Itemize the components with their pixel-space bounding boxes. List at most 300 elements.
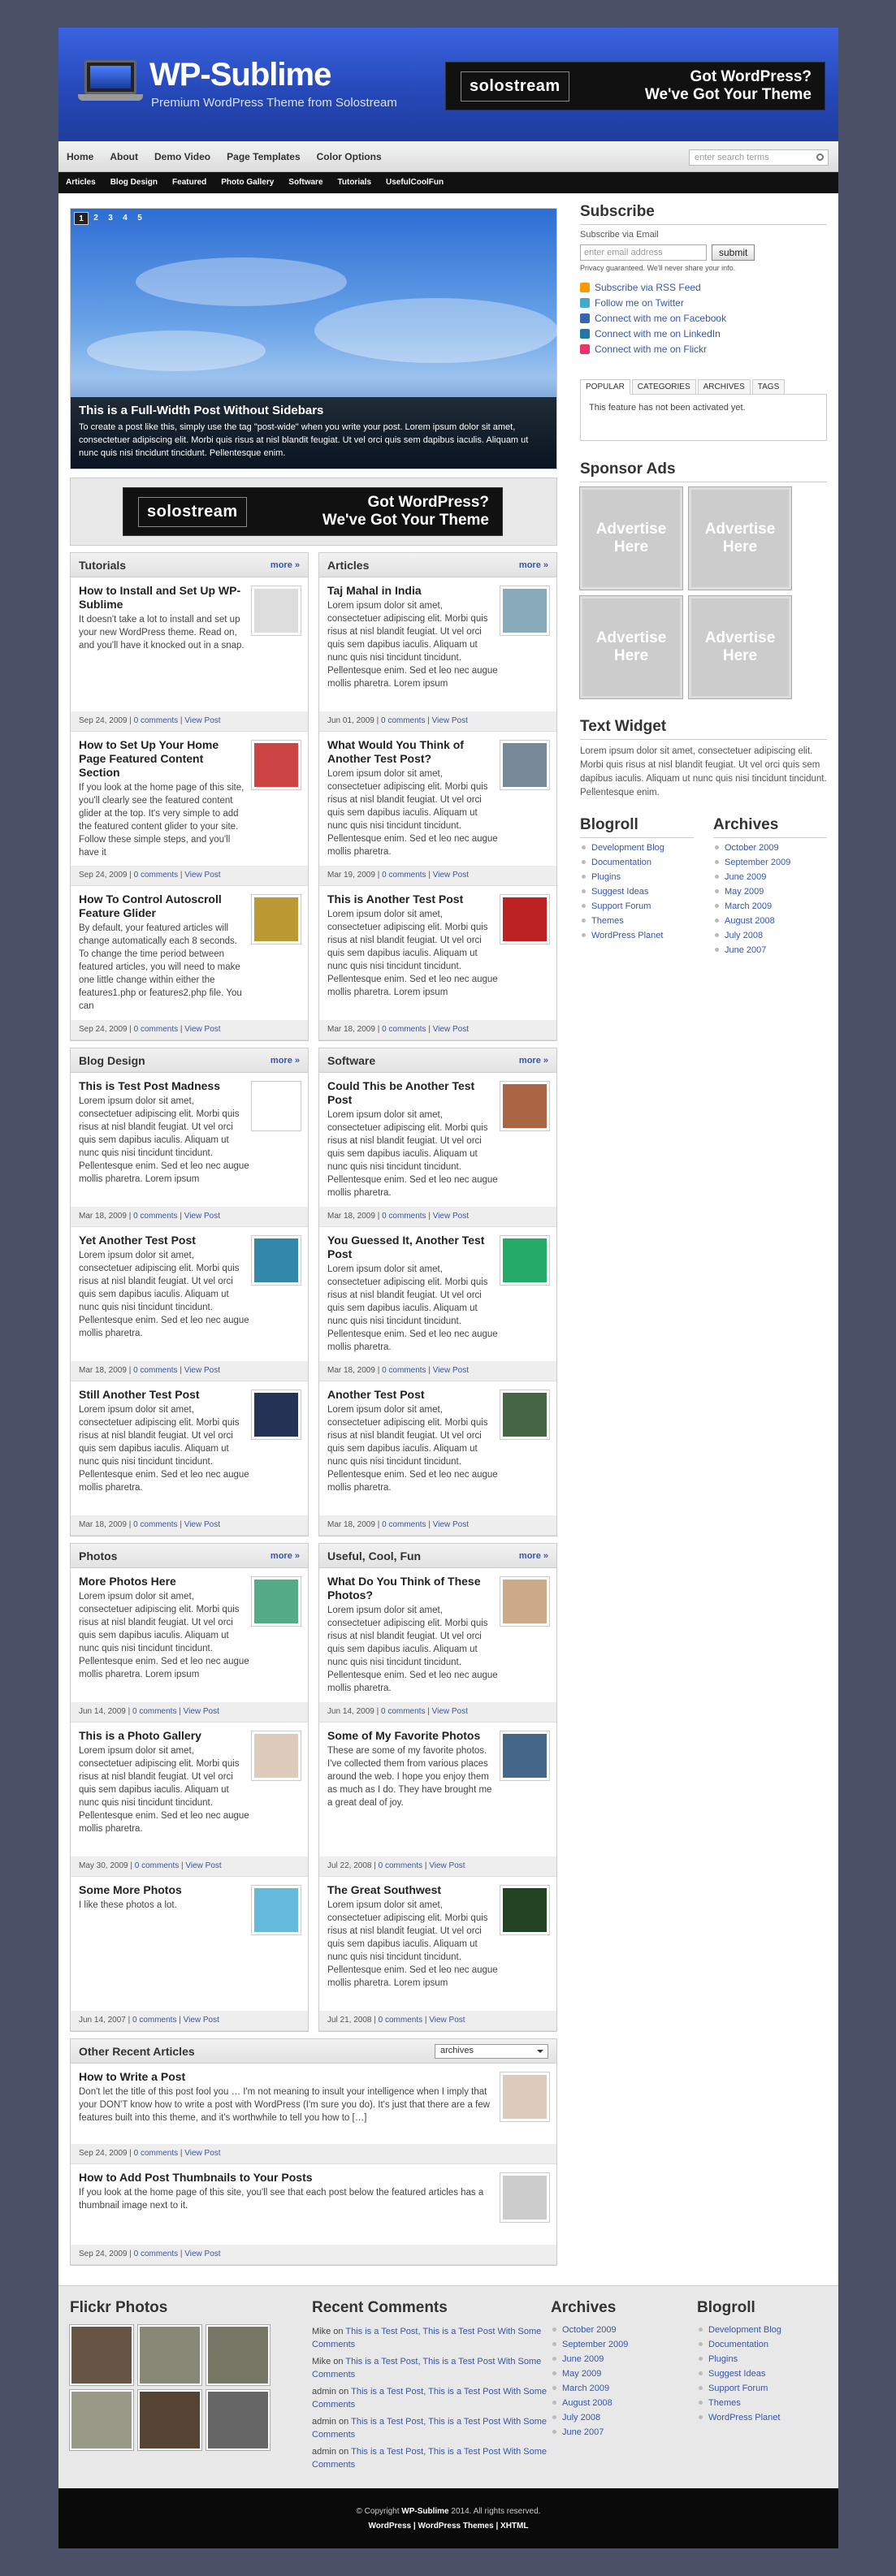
sponsor-title: Sponsor Ads — [580, 460, 827, 482]
flickr-photo[interactable] — [206, 2325, 270, 2385]
post-item — [71, 2164, 556, 2265]
post-item — [71, 577, 308, 732]
social-link[interactable] — [580, 282, 827, 293]
category-box-title[interactable]: Tutorials — [79, 558, 127, 572]
post-date: Jun 14, 2009 — [79, 1707, 126, 1716]
list-link[interactable]: October 2009 — [713, 843, 827, 853]
comments-link[interactable]: 0 comments — [133, 1025, 179, 1034]
post-excerpt: Lorem ipsum dolor sit amet, consectetuer adipiscing elit. Morbi quis risus at nisl blandit feugiat. Ut vel orci quis sem dapibus iaculis. Aliquam ut nunc quis nisi tincidunt tincidunt. Pellentesque enim. Sed et leo nec augue mollis pharetra. Lorem ipsum — [79, 1592, 249, 1679]
post-item — [71, 1877, 308, 2031]
post-meta: May 30, 2009 | 0 comments | View Post — [71, 1856, 308, 1876]
view-post-link[interactable]: View Post — [184, 1212, 221, 1221]
category-box-title[interactable]: Articles — [327, 558, 370, 572]
other-recent-articles — [70, 2038, 557, 2266]
view-post-link[interactable]: View Post — [183, 1707, 219, 1716]
category-box-title[interactable]: Blog Design — [79, 1053, 145, 1067]
comment-author: admin — [312, 2417, 336, 2427]
post-date: Mar 18, 2009 — [79, 1520, 127, 1529]
post-date: Mar 18, 2009 — [79, 1366, 127, 1375]
post-title[interactable]: How to Write a Post — [79, 2070, 186, 2083]
post-meta: Mar 18, 2009 | 0 comments | View Post — [71, 1207, 308, 1226]
category-box — [70, 552, 309, 1041]
view-post-link[interactable]: View Post — [183, 2016, 219, 2025]
nav-item-page-templates[interactable]: Page Templates — [227, 151, 301, 162]
post-excerpt: Lorem ipsum dolor sit amet, consectetuer adipiscing elit. Morbi quis risus at nisl blandit feugiat. Ut vel orci quis sem dapibus iaculis. Aliquam ut nunc quis nisi tincidunt tincidunt. Pellentesque enim. Sed et leo nec augue mollis pharetra. — [79, 1405, 249, 1493]
search-input[interactable] — [689, 149, 829, 166]
post-meta: Jun 14, 2007 | 0 comments | View Post — [71, 2011, 308, 2030]
header-ad-banner[interactable] — [445, 62, 825, 110]
more-link[interactable]: more » — [270, 560, 300, 570]
post-title[interactable]: Some of My Favorite Photos — [327, 1729, 481, 1742]
list-link[interactable]: Suggest Ideas — [580, 887, 694, 897]
post-excerpt: By default, your featured articles will change automatically each 8 seconds. To change the time period between featured articles, you will need to make one little change within either the features1.php or features2.php file. You can — [79, 923, 242, 1011]
post-thumbnail[interactable] — [251, 740, 301, 790]
comments-link[interactable]: 0 comments — [133, 1212, 178, 1221]
footer-link[interactable]: WordPress — [368, 2522, 412, 2531]
post-excerpt: Lorem ipsum dolor sit amet, consectetuer adipiscing elit. Morbi quis risus at nisl blandit feugiat. Ut vel orci quis sem dapibus iaculis. Aliquam ut nunc quis nisi tincidunt tincidunt. Pellentesque enim. Sed et leo nec augue mollis pharetra. Lorem ipsum — [327, 601, 498, 689]
flickr-photo[interactable] — [206, 2390, 270, 2450]
flickr-photo[interactable] — [70, 2390, 133, 2450]
tab-categories[interactable]: CATEGORIES — [632, 379, 696, 395]
post-thumbnail[interactable] — [500, 740, 550, 790]
comment-post-link[interactable]: This is a Test Post, This is a Test Post With Some Comments — [312, 2357, 542, 2379]
post-title[interactable]: The Great Southwest — [327, 1883, 442, 1896]
category-box-head — [319, 1544, 556, 1568]
category-nav-item[interactable]: Blog Design — [110, 178, 158, 187]
comment-on: on — [339, 2447, 349, 2457]
comments-link[interactable]: 0 comments — [382, 1212, 426, 1221]
post-date: Jul 21, 2008 — [327, 2016, 372, 2025]
view-post-link[interactable]: View Post — [184, 1366, 221, 1375]
category-box — [318, 552, 557, 1041]
post-title[interactable]: How to Add Post Thumbnails to Your Posts — [79, 2171, 313, 2184]
more-link[interactable]: more » — [270, 1550, 300, 1561]
footer-archives-title: Archives — [551, 2299, 617, 2316]
comments-link[interactable]: 0 comments — [132, 2016, 177, 2025]
post-excerpt: Lorem ipsum dolor sit amet, consectetuer adipiscing elit. Morbi quis risus at nisl blandit feugiat. Ut vel orci quis sem dapibus iaculis. Aliquam ut nunc quis nisi tincidunt tincidunt. Pellentesque enim. Sed et leo nec augue mollis pharetra. — [327, 1264, 498, 1352]
nav-item-about[interactable]: About — [110, 151, 138, 162]
post-item — [71, 1568, 308, 1722]
post-date: Sep 24, 2009 — [79, 2250, 128, 2258]
post-thumbnail[interactable] — [500, 894, 550, 944]
comment-author: admin — [312, 2387, 336, 2397]
category-nav-item[interactable]: Tutorials — [337, 178, 371, 187]
list-link[interactable]: July 2008 — [713, 931, 827, 940]
nav-item-home[interactable]: Home — [67, 151, 94, 162]
content-ad-area — [70, 478, 557, 546]
footer-link[interactable]: XHTML — [500, 2522, 529, 2531]
post-meta: Mar 18, 2009 | 0 comments | View Post — [319, 1515, 556, 1535]
tab-tags[interactable]: TAGS — [752, 379, 785, 395]
post-item — [71, 1722, 308, 1877]
list-link[interactable]: June 2009 — [713, 872, 827, 882]
linkedin-icon — [580, 329, 590, 339]
subscribe-title: Subscribe — [580, 203, 827, 225]
post-excerpt: Lorem ipsum dolor sit amet, consectetuer adipiscing elit. Morbi quis risus at nisl blandit feugiat. Ut vel orci quis sem dapibus iaculis. Aliquam ut nunc quis nisi tincidunt tincidunt. Pellentesque enim. Sed et leo nec augue mollis pharetra. — [79, 1746, 249, 1834]
recent-comment — [312, 2415, 548, 2441]
list-link[interactable]: August 2008 — [713, 916, 827, 926]
post-title[interactable]: This is Test Post Madness — [79, 1079, 221, 1092]
banner-line1: Got WordPress? — [367, 494, 489, 511]
view-post-link[interactable]: View Post — [184, 2149, 221, 2158]
category-nav — [58, 172, 838, 193]
view-post-link[interactable]: View Post — [184, 871, 221, 880]
post-thumbnail[interactable] — [251, 586, 301, 636]
post-meta: Mar 18, 2009 | 0 comments | View Post — [71, 1515, 308, 1535]
social-link[interactable] — [580, 344, 827, 355]
post-title[interactable]: What Would You Think of Another Test Post? — [327, 738, 464, 765]
list-link[interactable]: March 2009 — [551, 2384, 681, 2393]
comments-link[interactable]: 0 comments — [133, 716, 179, 725]
post-meta: Sep 24, 2009 | 0 comments | View Post — [71, 2245, 556, 2264]
post-date: Mar 18, 2009 — [327, 1366, 375, 1375]
social-link[interactable] — [580, 313, 827, 324]
view-post-link[interactable]: View Post — [429, 2016, 465, 2025]
post-thumbnail[interactable] — [251, 1885, 301, 1935]
comments-link[interactable]: 0 comments — [382, 1520, 426, 1529]
post-item — [319, 1381, 556, 1536]
email-field[interactable]: enter email address — [580, 244, 707, 261]
post-item — [71, 1381, 308, 1536]
sponsor-ad-slot[interactable]: Advertise Here — [580, 596, 682, 698]
post-thumbnail[interactable] — [500, 586, 550, 636]
view-post-link[interactable]: View Post — [184, 716, 221, 725]
post-excerpt: Lorem ipsum dolor sit amet, consectetuer adipiscing elit. Morbi quis risus at nisl blandit feugiat. Ut vel orci quis sem dapibus iaculis. Aliquam ut nunc quis nisi tincidunt tincidunt. Pellentesque enim. Sed et leo nec augue mollis pharetra. — [79, 1251, 249, 1338]
social-link[interactable] — [580, 297, 827, 309]
archives-title: Archives — [713, 816, 827, 838]
list-link[interactable]: May 2009 — [551, 2369, 681, 2379]
social-link-label[interactable]: Connect with me on Flickr — [595, 344, 708, 355]
post-title[interactable]: Another Test Post — [327, 1388, 425, 1401]
more-link[interactable]: more » — [518, 560, 548, 570]
slider-page-2[interactable]: 2 — [93, 214, 98, 223]
category-nav-item[interactable]: UsefulCoolFun — [386, 178, 444, 187]
post-date: Sep 24, 2009 — [79, 716, 128, 725]
list-link[interactable]: October 2009 — [551, 2325, 681, 2335]
comments-link[interactable]: 0 comments — [133, 2149, 179, 2158]
post-thumbnail[interactable] — [500, 1885, 550, 1935]
post-title[interactable]: How to Set Up Your Home Page Featured Content Section — [79, 738, 219, 779]
category-nav-item[interactable]: Featured — [172, 178, 207, 187]
list-link[interactable]: Development Blog — [697, 2325, 827, 2335]
site-title[interactable]: WP-Sublime — [149, 57, 331, 93]
category-box — [70, 1048, 309, 1537]
post-thumbnail[interactable] — [500, 2072, 550, 2122]
post-item — [71, 886, 308, 1040]
recent-head — [71, 2039, 556, 2064]
view-post-link[interactable]: View Post — [185, 1861, 222, 1870]
post-date: Mar 18, 2009 — [327, 1212, 375, 1221]
more-link[interactable]: more » — [270, 1055, 300, 1065]
category-nav-item[interactable]: Software — [288, 178, 323, 187]
post-excerpt: Lorem ipsum dolor sit amet, consectetuer adipiscing elit. Morbi quis risus at nisl blandit feugiat. Ut vel orci quis sem dapibus iaculis. Aliquam ut nunc quis nisi tincidunt tincidunt. Pellentesque enim. Sed et leo nec augue mollis pharetra. Lorem ipsum — [327, 910, 498, 997]
post-meta: Jun 14, 2009 | 0 comments | View Post — [319, 1702, 556, 1722]
comment-on: on — [339, 2387, 349, 2397]
banner-line1: Got WordPress? — [690, 68, 812, 85]
view-post-link[interactable]: View Post — [432, 1212, 470, 1221]
list-link[interactable]: June 2009 — [551, 2354, 681, 2364]
list-link[interactable]: September 2009 — [713, 858, 827, 867]
post-title[interactable]: Taj Mahal in India — [327, 584, 422, 597]
search-icon[interactable] — [816, 153, 824, 161]
list-link[interactable]: Plugins — [697, 2354, 827, 2364]
text-widget-body: Lorem ipsum dolor sit amet, consectetuer adipiscing elit. Morbi quis risus at nisl blandit feugiat. Ut vel orci quis sem dapibus iaculis. Aliquam ut nunc quis nisi tincidunt tincidunt. Pellentesque enim. — [580, 746, 827, 797]
recent-comment — [312, 2325, 548, 2351]
view-post-link[interactable]: View Post — [432, 871, 470, 880]
flickr-photo[interactable] — [138, 2390, 201, 2450]
view-post-link[interactable]: View Post — [184, 1520, 221, 1529]
slider-pager — [74, 212, 147, 225]
comments-link[interactable]: 0 comments — [133, 1520, 178, 1529]
post-title[interactable]: Some More Photos — [79, 1883, 182, 1896]
post-item — [319, 1227, 556, 1381]
list-link[interactable]: Support Forum — [697, 2384, 827, 2393]
comments-link[interactable]: 0 comments — [133, 871, 179, 880]
category-nav-item[interactable]: Articles — [66, 178, 96, 187]
banner-line2: We've Got Your Theme — [644, 86, 812, 103]
list-link[interactable]: August 2008 — [551, 2398, 681, 2408]
comments-link[interactable]: 0 comments — [382, 1366, 426, 1375]
post-thumbnail[interactable] — [500, 1235, 550, 1286]
post-meta: Sep 24, 2009 | 0 comments | View Post — [71, 2144, 556, 2163]
post-excerpt: It doesn't take a lot to install and set up your new WordPress theme. Read on, and you'll have it knocked out in a snap. — [79, 615, 245, 650]
post-thumbnail[interactable] — [500, 1081, 550, 1131]
post-item — [71, 2064, 556, 2164]
post-meta: Sep 24, 2009 | 0 comments | View Post — [71, 866, 308, 885]
nav-item-demo-video[interactable]: Demo Video — [154, 151, 211, 162]
category-box-head — [319, 1048, 556, 1073]
flickr-title: Flickr Photos — [70, 2299, 168, 2316]
social-link-label[interactable]: Subscribe via RSS Feed — [595, 282, 701, 293]
comments-link[interactable]: 0 comments — [380, 716, 426, 725]
post-meta: Sep 24, 2009 | 0 comments | View Post — [71, 711, 308, 731]
sponsor-ad-slot[interactable]: Advertise Here — [689, 596, 791, 698]
post-title[interactable]: Could This be Another Test Post — [327, 1079, 475, 1106]
sponsor-ad-slot[interactable]: Advertise Here — [580, 487, 682, 590]
post-thumbnail[interactable] — [251, 1731, 301, 1781]
social-link[interactable] — [580, 328, 827, 339]
blogroll-title: Blogroll — [580, 816, 694, 838]
post-meta: Mar 18, 2009 | 0 comments | View Post — [319, 1361, 556, 1381]
copyright-pre: © Copyright — [356, 2507, 400, 2516]
laptop-icon — [78, 60, 143, 102]
post-meta: Jun 14, 2009 | 0 comments | View Post — [71, 1702, 308, 1722]
comment-author: Mike — [312, 2357, 331, 2366]
post-excerpt: These are some of my favorite photos. I've collected them from various places around the web. I hope you enjoy them as much as I do. They have brought me a great deal of joy. — [327, 1746, 492, 1808]
archives-select[interactable]: archives — [435, 2044, 548, 2059]
post-thumbnail[interactable] — [500, 1731, 550, 1781]
post-thumbnail[interactable] — [251, 894, 301, 944]
post-title[interactable]: You Guessed It, Another Test Post — [327, 1234, 485, 1260]
recent-title: Other Recent Articles — [79, 2044, 195, 2058]
post-title[interactable]: This is Another Test Post — [327, 893, 464, 905]
list-link[interactable]: May 2009 — [713, 887, 827, 897]
slider-page-5[interactable]: 5 — [137, 214, 142, 223]
nav-item-color-options[interactable]: Color Options — [316, 151, 382, 162]
post-date: Sep 24, 2009 — [79, 871, 128, 880]
list-link[interactable]: Suggest Ideas — [697, 2369, 827, 2379]
submit-button[interactable]: submit — [712, 244, 755, 261]
post-date: Sep 24, 2009 — [79, 1025, 128, 1034]
comments-link[interactable]: 0 comments — [380, 1707, 426, 1716]
tab-archives[interactable]: ARCHIVES — [698, 379, 751, 395]
post-title[interactable]: Still Another Test Post — [79, 1388, 200, 1401]
post-meta: Jul 22, 2008 | 0 comments | View Post — [319, 1856, 556, 1876]
list-link[interactable]: Documentation — [697, 2340, 827, 2349]
site-tagline: Premium WordPress Theme from Solostream — [151, 96, 397, 110]
twitter-icon — [580, 298, 590, 308]
header — [58, 28, 838, 141]
post-title[interactable]: Yet Another Test Post — [79, 1234, 196, 1247]
post-title[interactable]: How to Install and Set Up WP-Sublime — [79, 584, 241, 611]
view-post-link[interactable]: View Post — [432, 1025, 470, 1034]
post-item — [319, 1722, 556, 1877]
recent-comments-title: Recent Comments — [312, 2299, 448, 2316]
featured-slider[interactable] — [70, 208, 557, 469]
view-post-link[interactable]: View Post — [429, 1861, 465, 1870]
comments-link[interactable]: 0 comments — [382, 871, 426, 880]
post-item — [71, 1227, 308, 1381]
category-box-title[interactable]: Software — [327, 1053, 376, 1067]
list-link[interactable]: Support Forum — [580, 901, 694, 911]
footer-link[interactable]: WordPress Themes — [418, 2522, 494, 2531]
category-box-title[interactable]: Photos — [79, 1549, 118, 1562]
category-box-head — [71, 1048, 308, 1073]
post-meta: Mar 18, 2009 | 0 comments | View Post — [319, 1207, 556, 1226]
post-date: Jun 01, 2009 — [327, 716, 374, 725]
comment-post-link[interactable]: This is a Test Post, This is a Test Post With Some Comments — [312, 2447, 548, 2470]
slider-page-3[interactable]: 3 — [108, 214, 113, 223]
post-date: Jul 22, 2008 — [327, 1861, 372, 1870]
post-thumbnail[interactable] — [251, 1081, 301, 1131]
flickr-icon — [580, 344, 590, 354]
post-date: May 30, 2009 — [79, 1861, 128, 1870]
comment-author: Mike — [312, 2327, 331, 2336]
post-thumbnail[interactable] — [251, 1576, 301, 1627]
list-link[interactable]: WordPress Planet — [697, 2413, 827, 2423]
sponsor-ads — [580, 487, 827, 698]
recent-comment — [312, 2445, 548, 2471]
post-item — [319, 732, 556, 886]
view-post-link[interactable]: View Post — [184, 2250, 221, 2258]
post-thumbnail[interactable] — [500, 1576, 550, 1627]
slider-caption — [71, 397, 556, 469]
more-link[interactable]: more » — [518, 1055, 548, 1065]
sponsor-ad-slot[interactable]: Advertise Here — [689, 487, 791, 590]
comments-link[interactable]: 0 comments — [133, 1366, 178, 1375]
post-meta: Sep 24, 2009 | 0 comments | View Post — [71, 1020, 308, 1039]
post-meta: Jun 01, 2009 | 0 comments | View Post — [319, 711, 556, 731]
view-post-link[interactable]: View Post — [432, 1520, 470, 1529]
list-link[interactable]: June 2007 — [713, 945, 827, 955]
post-title[interactable]: How To Control Autoscroll Feature Glider — [79, 893, 222, 919]
post-title[interactable]: This is a Photo Gallery — [79, 1729, 201, 1742]
slider-page-1[interactable]: 1 — [74, 212, 89, 225]
footer-blogroll-title: Blogroll — [697, 2299, 755, 2316]
list-link[interactable]: July 2008 — [551, 2413, 681, 2423]
post-thumbnail[interactable] — [500, 2172, 550, 2223]
slider-text: To create a post like this, simply use the tag "post-wide" when you write your post. Lorem ipsum dolor sit amet, consectetuer adipiscing elit. Morbi quis risus at nisl blandit feugiat. Ut vel orci quis sem dapibus iaculis. Aliquam ut nunc quis nisi tincidunt tincidunt. Pellentesque enim. — [79, 422, 529, 458]
comments-link[interactable]: 0 comments — [132, 1707, 177, 1716]
tab-content: This feature has not been activated yet. — [580, 394, 827, 441]
search-placeholder: enter search terms — [695, 153, 769, 162]
banner-logo: solostream — [138, 497, 247, 527]
category-box-head — [319, 553, 556, 577]
comment-post-link[interactable]: This is a Test Post, This is a Test Post With Some Comments — [312, 2327, 542, 2349]
list-link[interactable]: WordPress Planet — [580, 931, 694, 940]
post-date: Jun 14, 2009 — [327, 1707, 374, 1716]
post-thumbnail[interactable] — [251, 1235, 301, 1286]
category-box — [70, 1543, 309, 2032]
flickr-grid — [70, 2325, 297, 2450]
slider-page-4[interactable]: 4 — [123, 214, 128, 223]
post-title[interactable]: More Photos Here — [79, 1575, 176, 1588]
list-link[interactable]: Themes — [697, 2398, 827, 2408]
social-link-label[interactable]: Follow me on Twitter — [595, 297, 684, 309]
post-date: Mar 19, 2009 — [327, 871, 375, 880]
comments-link[interactable]: 0 comments — [134, 1861, 180, 1870]
post-meta: Jul 21, 2008 | 0 comments | View Post — [319, 2011, 556, 2030]
comment-post-link[interactable]: This is a Test Post, This is a Test Post With Some Comments — [312, 2387, 548, 2410]
view-post-link[interactable]: View Post — [431, 1707, 468, 1716]
copyright-name: WP-Sublime — [401, 2507, 449, 2516]
post-title[interactable]: What Do You Think of These Photos? — [327, 1575, 481, 1601]
post-excerpt: If you look at the home page of this site, you'll see that each post below the featured articles has a thumbnail image next to it. — [79, 2188, 484, 2211]
content-ad-banner[interactable] — [123, 487, 503, 536]
comments-link[interactable]: 0 comments — [382, 1025, 426, 1034]
list-link[interactable]: September 2009 — [551, 2340, 681, 2349]
view-post-link[interactable]: View Post — [432, 1366, 470, 1375]
comments-link[interactable]: 0 comments — [378, 2016, 423, 2025]
list-link[interactable]: March 2009 — [713, 901, 827, 911]
comments-link[interactable]: 0 comments — [378, 1861, 423, 1870]
post-item — [319, 1568, 556, 1722]
list-link[interactable]: Development Blog — [580, 843, 694, 853]
post-thumbnail[interactable] — [251, 1390, 301, 1440]
main-nav — [58, 141, 838, 172]
social-link-label[interactable]: Connect with me on Facebook — [595, 313, 727, 324]
post-excerpt: Lorem ipsum dolor sit amet, consectetuer adipiscing elit. Morbi quis risus at nisl blandit feugiat. Ut vel orci quis sem dapibus iaculis. Aliquam ut nunc quis nisi tincidunt tincidunt. Pellentesque enim. Sed et leo nec augue mollis pharetra. — [327, 1405, 498, 1493]
more-link[interactable]: more » — [518, 1550, 548, 1561]
post-meta: Mar 19, 2009 | 0 comments | View Post — [319, 866, 556, 885]
banner-logo: solostream — [461, 71, 569, 102]
comments-link[interactable]: 0 comments — [133, 2250, 179, 2258]
post-date: Mar 18, 2009 — [79, 1212, 127, 1221]
view-post-link[interactable]: View Post — [431, 716, 468, 725]
post-item — [71, 1073, 308, 1227]
flickr-photo[interactable] — [70, 2325, 133, 2385]
sidebar-tabs — [580, 379, 827, 395]
comment-on: on — [339, 2417, 349, 2427]
category-box — [318, 1543, 557, 2032]
list-link[interactable]: Themes — [580, 916, 694, 926]
tab-popular[interactable]: POPULAR — [580, 379, 630, 395]
post-excerpt: I like these photos a lot. — [79, 1900, 177, 1910]
post-item — [319, 577, 556, 732]
view-post-link[interactable]: View Post — [184, 1025, 221, 1034]
list-link[interactable]: Plugins — [580, 872, 694, 882]
list-link[interactable]: Documentation — [580, 858, 694, 867]
post-thumbnail[interactable] — [500, 1390, 550, 1440]
comment-post-link[interactable]: This is a Test Post, This is a Test Post With Some Comments — [312, 2417, 548, 2440]
social-link-label[interactable]: Connect with me on LinkedIn — [595, 328, 721, 339]
category-nav-item[interactable]: Photo Gallery — [221, 178, 275, 187]
category-box-title[interactable]: Useful, Cool, Fun — [327, 1549, 422, 1562]
slider-title[interactable]: This is a Full-Width Post Without Sidebars — [79, 404, 324, 417]
flickr-photo[interactable] — [138, 2325, 201, 2385]
post-item — [319, 1073, 556, 1227]
list-link[interactable]: June 2007 — [551, 2427, 681, 2437]
